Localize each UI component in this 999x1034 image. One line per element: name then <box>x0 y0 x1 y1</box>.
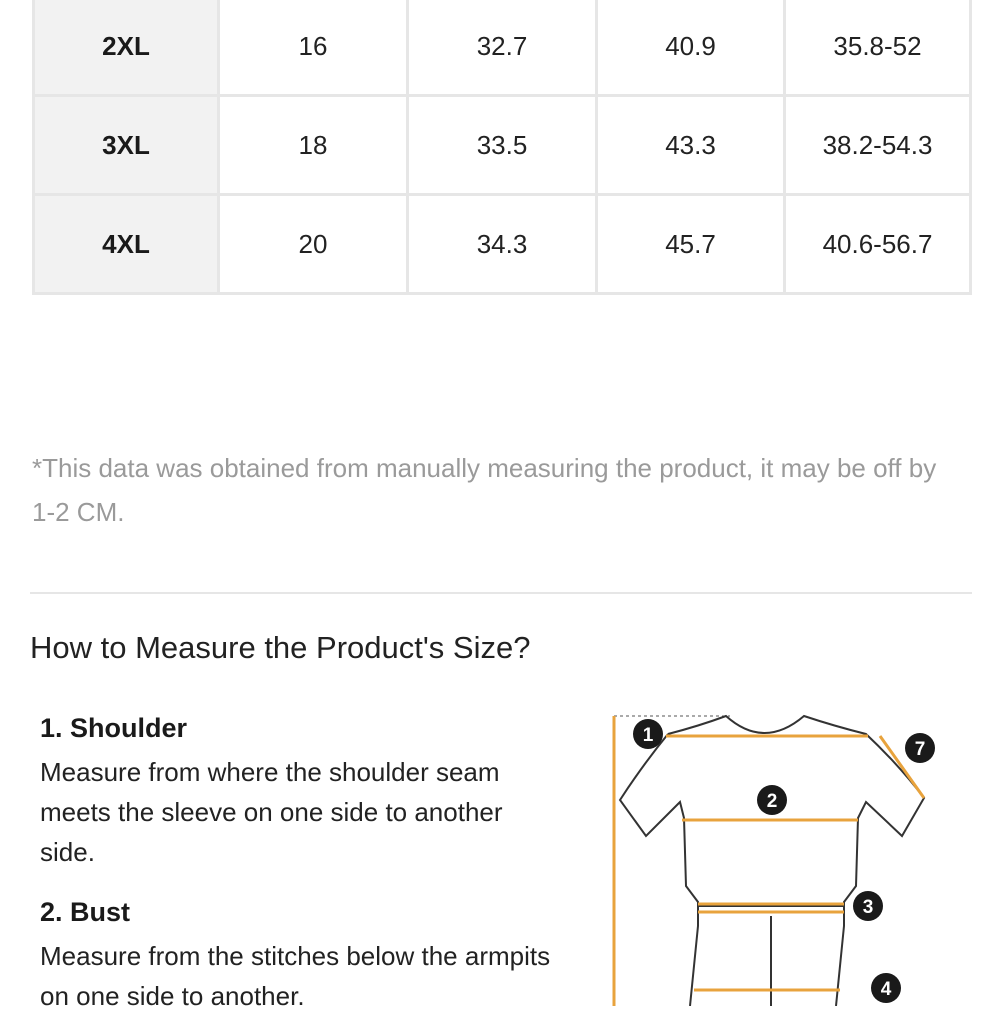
instruction-heading: 2. Bust <box>40 897 131 927</box>
instruction-text: Measure from where the shoulder seam meets the sleeve on one side to another side. <box>40 757 503 867</box>
table-cell: 40.6-56.7 <box>785 195 971 294</box>
marker-badge-1 <box>633 719 663 749</box>
table-cell: 38.2-54.3 <box>785 96 971 195</box>
svg-text:1: 1 <box>642 725 654 746</box>
marker-badge-2 <box>757 785 787 815</box>
instruction-heading: 1. Shoulder <box>40 713 188 743</box>
measurement-note: *This data was obtained from manually measuring the product, it may be off by 1-2 CM. <box>32 453 937 527</box>
size-label: 2XL <box>34 0 219 96</box>
table-cell: 32.7 <box>408 0 597 96</box>
svg-text:7: 7 <box>914 739 926 760</box>
size-label: 4XL <box>34 195 219 294</box>
svg-text:3: 3 <box>862 897 874 918</box>
table-cell: 33.5 <box>408 96 597 195</box>
table-cell: 34.3 <box>408 195 597 294</box>
table-cell: 16 <box>219 0 408 96</box>
marker-badge-7 <box>905 733 935 763</box>
size-table <box>32 0 972 295</box>
svg-text:2: 2 <box>766 791 778 812</box>
measure-instructions <box>40 706 560 1034</box>
measure-section-title: How to Measure the Product's Size? <box>30 630 531 665</box>
garment-measure-diagram <box>604 706 964 1006</box>
svg-text:4: 4 <box>880 979 892 1000</box>
size-label: 3XL <box>34 96 219 195</box>
table-cell: 20 <box>219 195 408 294</box>
section-divider <box>30 592 972 594</box>
marker-badge-3 <box>853 891 883 921</box>
table-cell: 40.9 <box>597 0 785 96</box>
instruction-bust <box>40 890 560 1016</box>
table-cell: 45.7 <box>597 195 785 294</box>
marker-badge-4 <box>871 973 901 1003</box>
table-cell: 18 <box>219 96 408 195</box>
instruction-shoulder <box>40 706 560 872</box>
table-row <box>34 96 971 195</box>
instruction-text: Measure from the stitches below the armpits on one side to another. <box>40 941 551 1011</box>
table-cell: 43.3 <box>597 96 785 195</box>
table-row <box>34 0 971 96</box>
table-cell: 35.8-52 <box>785 0 971 96</box>
table-row <box>34 195 971 294</box>
